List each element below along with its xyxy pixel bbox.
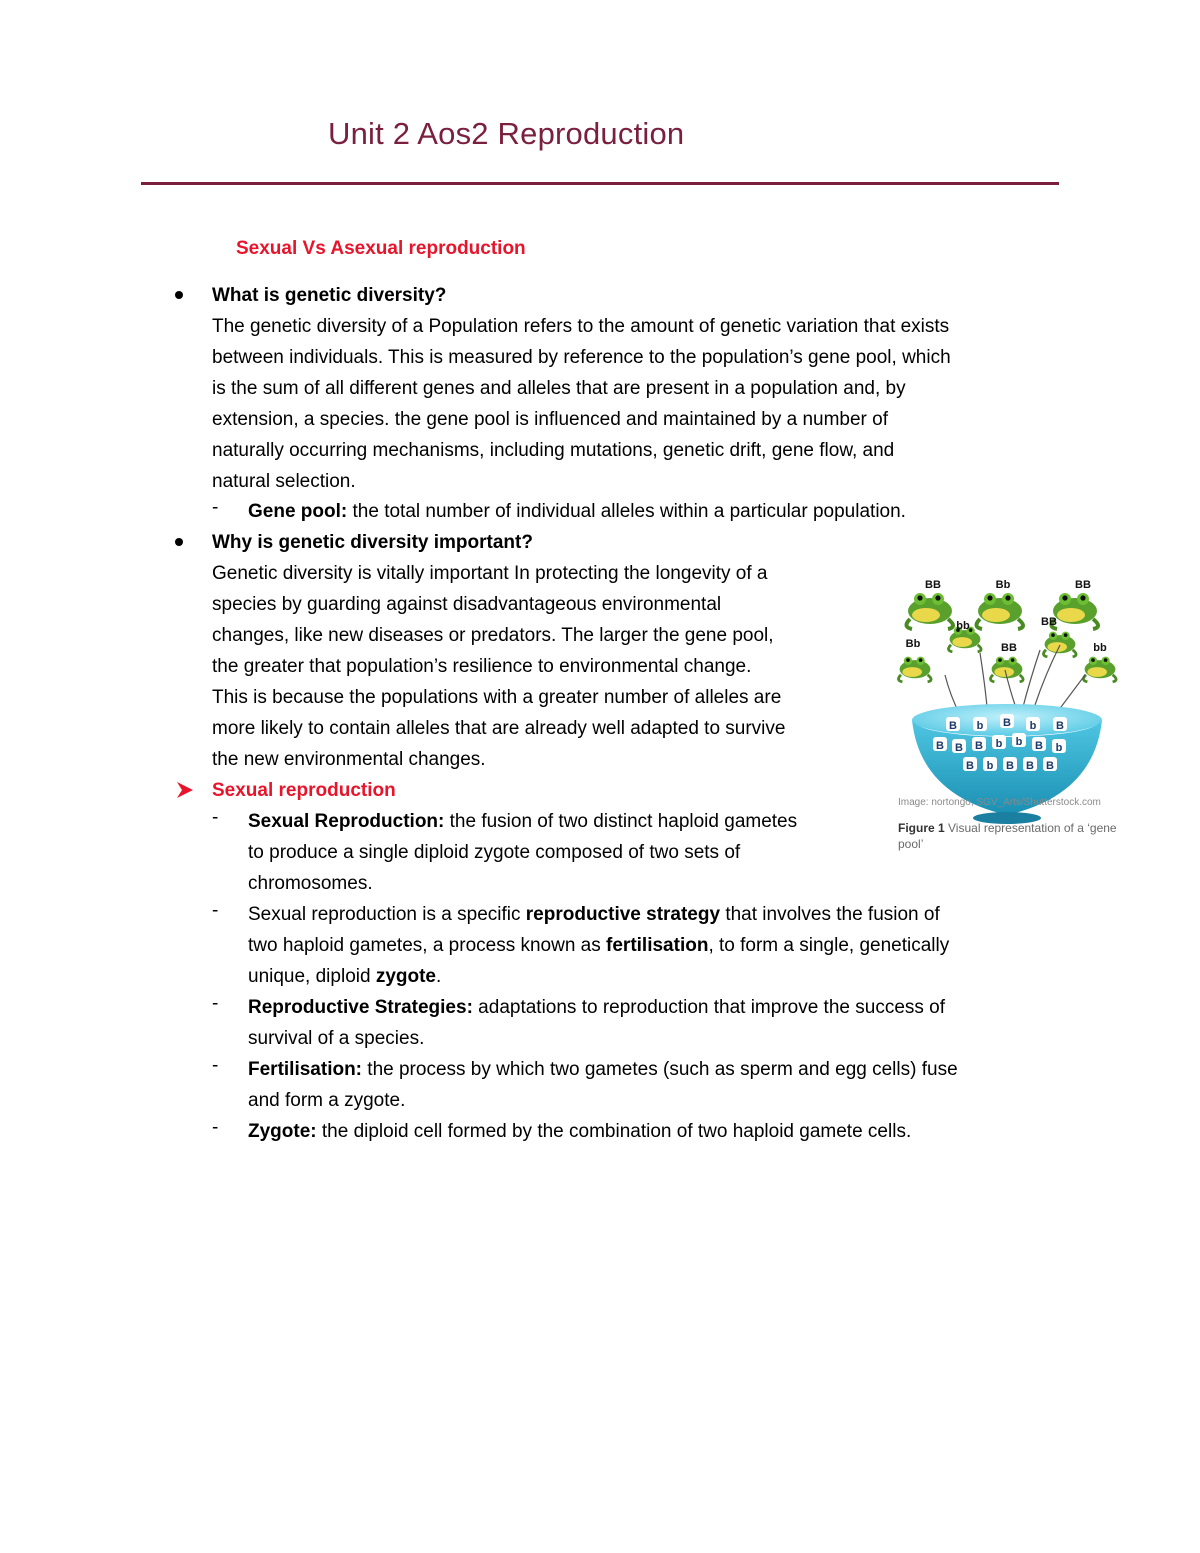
definition-term: Gene pool:: [248, 501, 348, 522]
frog-icon: [1084, 657, 1117, 682]
bullet-dot: [175, 291, 183, 299]
paragraph-line: naturally occurring mechanisms, including mutations, genetic drift, gene flow, and: [212, 440, 895, 461]
sexual-item: [248, 992, 945, 1054]
allele-letter: B: [966, 760, 974, 772]
allele-letter: b: [976, 720, 984, 732]
item-line: [248, 806, 797, 837]
dash-marker: -: [212, 900, 219, 921]
text-segment: Sexual reproduction is a specific: [248, 904, 526, 925]
sexual-item: [248, 1054, 958, 1116]
paragraph-line: natural selection.: [212, 471, 356, 492]
allele-letter: b: [1015, 736, 1023, 748]
item-line: [248, 837, 797, 868]
allele-letter: B: [955, 742, 963, 754]
paragraph-line: the greater that population’s resilience to environmental change.: [212, 656, 752, 677]
text-segment: the fusion of two distinct haploid gametes: [444, 811, 798, 832]
allele-letter: b: [1055, 742, 1063, 754]
dash-marker: -: [212, 1117, 219, 1138]
genotype-label: BB: [1001, 642, 1017, 654]
bold-term: Zygote:: [248, 1121, 317, 1142]
text-segment: two haploid gametes, a process known as: [248, 935, 607, 956]
genotype-label: BB: [1041, 616, 1057, 628]
paragraph-line: changes, like new diseases or predators. The larger the gene pool,: [212, 625, 774, 646]
allele-letter: B: [1056, 720, 1064, 732]
paragraph-line: extension, a species. the gene pool is influenced and maintained by a number of: [212, 409, 889, 430]
item-line: [248, 899, 949, 930]
text-segment: chromosomes.: [248, 873, 373, 894]
frog-icon: [906, 593, 953, 629]
allele-letter: B: [1006, 760, 1014, 772]
dash-marker: -: [212, 497, 219, 518]
item-line: [248, 1023, 945, 1054]
figure-label: Figure 1: [898, 821, 945, 835]
text-segment: to produce a single diploid zygote composed of two sets of: [248, 842, 741, 863]
allele-letter: B: [936, 740, 944, 752]
item-line: [248, 1054, 958, 1085]
paragraph-line: Genetic diversity is vitally important In protecting the longevity of a: [212, 563, 768, 584]
gene-pool-definition: [248, 496, 906, 527]
paragraph-line: The genetic diversity of a Population refers to the amount of genetic variation that exists: [212, 316, 950, 337]
bold-term: reproductive strategy: [525, 904, 721, 925]
genotype-label: bb: [956, 620, 970, 632]
figure-caption: [898, 820, 1123, 852]
paragraph-line: This is because the populations with a greater number of alleles are: [212, 687, 782, 708]
allele-letter: B: [1035, 740, 1043, 752]
definition-text: the total number of individual alleles within a particular population.: [347, 501, 906, 522]
item-line: [248, 1085, 958, 1116]
arrowhead-bullet-icon: [175, 780, 195, 800]
sexual-item: [248, 1116, 911, 1147]
dash-marker: -: [212, 993, 219, 1014]
section-heading: Sexual Vs Asexual reproduction: [236, 238, 526, 259]
allele-letter: b: [995, 738, 1003, 750]
frog-group: [899, 579, 1117, 682]
text-segment: adaptations to reproduction that improve the success of: [472, 997, 946, 1018]
bullet-heading: Why is genetic diversity important?: [212, 532, 533, 553]
sexual-item: [248, 899, 949, 992]
bold-term: Reproductive Strategies:: [248, 997, 473, 1018]
item-line: [248, 1116, 911, 1147]
bullet-heading: What is genetic diversity?: [212, 285, 447, 306]
page-title: Unit 2 Aos2 Reproduction: [328, 116, 685, 151]
frog-icon: [899, 657, 932, 682]
paragraph-line: the new environmental changes.: [212, 749, 486, 770]
bullet-genetic-diversity: [212, 280, 951, 497]
paragraph-line: is the sum of all different genes and alleles that are present in a population and, by: [212, 378, 906, 399]
text-segment: the diploid cell formed by the combination of two haploid gamete cells.: [316, 1121, 912, 1142]
dash-marker: -: [212, 807, 219, 828]
text-segment: that involves the fusion of: [720, 904, 940, 925]
genotype-label: BB: [925, 579, 941, 591]
paragraph-line: between individuals. This is measured by reference to the population’s gene pool, which: [212, 347, 951, 368]
text-segment: , to form a single, genetically: [708, 935, 950, 956]
frog-icon: [1051, 593, 1098, 629]
frog-icon: [1044, 632, 1077, 657]
item-line: [248, 992, 945, 1023]
text-segment: unique, diploid: [248, 966, 376, 987]
genotype-label: Bb: [905, 638, 921, 650]
text-segment: survival of a species.: [248, 1028, 425, 1049]
figure-caption-text: Visual representation of a ‘gene pool’: [898, 821, 1117, 851]
bold-term: Fertilisation:: [248, 1059, 363, 1080]
item-line: [248, 868, 797, 899]
allele-letter: b: [986, 760, 994, 772]
bold-term: fertilisation: [606, 935, 709, 956]
allele-letter: B: [975, 740, 983, 752]
sexual-item: [248, 806, 797, 899]
genotype-label: Bb: [995, 579, 1011, 591]
bold-term: zygote: [375, 966, 437, 987]
genotype-label: bb: [1093, 642, 1107, 654]
bold-term: Sexual Reproduction:: [248, 811, 445, 832]
allele-letter: B: [1026, 760, 1034, 772]
item-line: [248, 930, 949, 961]
bullet-diversity-importance: [212, 527, 785, 775]
title-divider: [141, 182, 1059, 185]
dash-marker: -: [212, 1055, 219, 1076]
bullet-dot: [175, 538, 183, 546]
allele-letter: b: [1029, 720, 1037, 732]
allele-letter: B: [949, 720, 957, 732]
paragraph-line: species by guarding against disadvantageous environmental: [212, 594, 722, 615]
text-segment: the process by which two gametes (such as sperm and egg cells) fuse: [362, 1059, 958, 1080]
item-line: [248, 961, 949, 992]
allele-letter: B: [1046, 760, 1054, 772]
allele-letter: B: [1003, 717, 1011, 729]
text-segment: and form a zygote.: [248, 1090, 406, 1111]
sexual-reproduction-heading: Sexual reproduction: [212, 780, 396, 801]
text-segment: .: [436, 966, 442, 987]
frog-icon: [976, 593, 1023, 629]
genotype-label: BB: [1075, 579, 1091, 591]
figure-credit: Image: nortongo, SGV_Arts/Shutterstock.com: [898, 797, 1101, 808]
paragraph-line: more likely to contain alleles that are already well adapted to survive: [212, 718, 786, 739]
